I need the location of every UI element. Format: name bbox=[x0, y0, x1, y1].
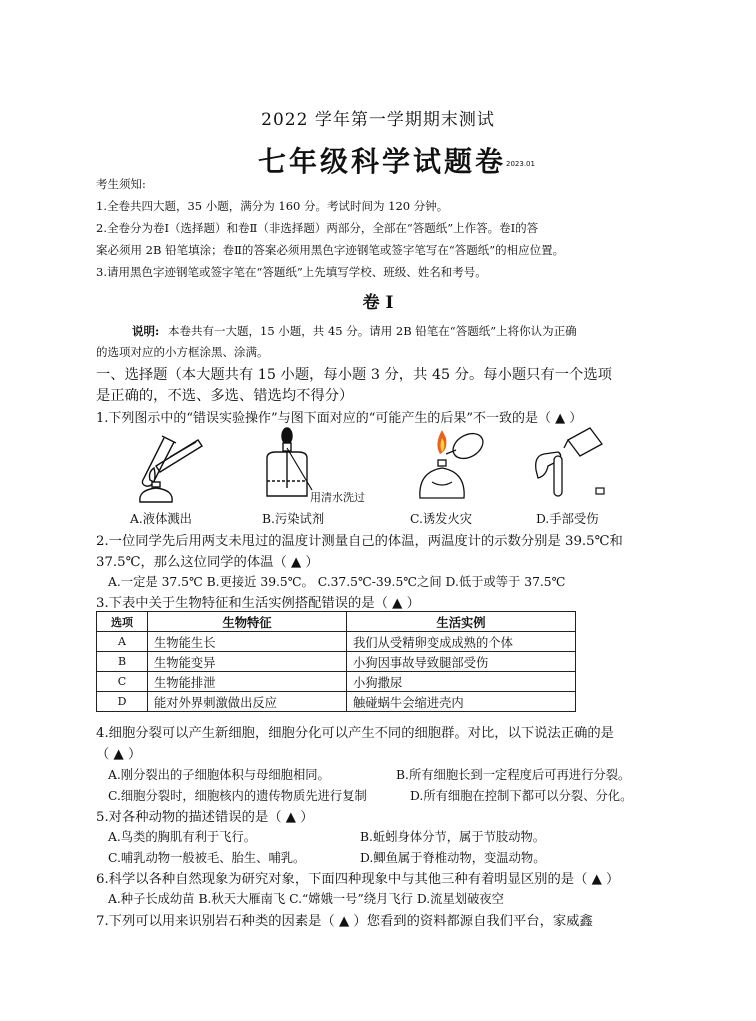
table-cell: 触碰蜗牛会缩进壳内 bbox=[347, 692, 576, 712]
q5-stem: 5.对各种动物的描述错误的是（ ▲ ） bbox=[96, 810, 314, 825]
q6-stem: 6.科学以各种自然现象为研究对象，下面四种现象中与其他三种有着明显区别的是（ ▲ ） bbox=[96, 872, 620, 887]
q4-option-c: C.细胞分裂时，细胞核内的遗传物质先进行复制 bbox=[108, 789, 367, 803]
alcohol-lamp-icon bbox=[420, 460, 464, 498]
test-tube-holder-icon bbox=[156, 440, 202, 472]
table-cell: 能对外界刺激做出反应 bbox=[148, 692, 347, 712]
figure-d-pouring bbox=[528, 426, 608, 506]
exam-subtitle: 七年级科学试题卷 bbox=[258, 145, 507, 178]
notice-item-2: 2.全卷分为卷Ⅰ（选择题）和卷Ⅱ（非选择题）两部分，全部在“答题纸”上作答。卷Ⅰ的答 bbox=[96, 221, 539, 235]
table-cell: B bbox=[97, 652, 148, 672]
figure-c-lamp bbox=[412, 424, 494, 506]
figure-a-heating bbox=[120, 432, 210, 504]
table-cell: 生物能排泄 bbox=[148, 672, 347, 692]
q5-option-a: A.鸟类的胸肌有利于飞行。 bbox=[108, 830, 257, 844]
q4-option-b: B.所有细胞长到一定程度后可再进行分裂。 bbox=[396, 768, 631, 782]
q1-option-d: D.手部受伤 bbox=[536, 512, 599, 526]
exam-date: 2023.01 bbox=[506, 160, 535, 168]
dropper-bottle-icon bbox=[267, 428, 307, 496]
q1-option-b: B.污染试剂 bbox=[262, 512, 325, 526]
q2-stem-line-1: 2.一位同学先后用两支未甩过的温度计测量自己的体温，两温度计的示数分别是 39.5℃和 bbox=[96, 534, 623, 549]
table-row bbox=[97, 632, 576, 652]
exam-title: 2022 学年第一学期期末测试 bbox=[261, 110, 495, 130]
table-cell: C bbox=[97, 672, 148, 692]
q5-option-c: C.哺乳动物一般被毛、胎生、哺乳。 bbox=[108, 851, 306, 865]
table-cell: 小狗因事故导致腿部受伤 bbox=[347, 652, 576, 672]
table-row bbox=[97, 672, 576, 692]
q4-option-d: D.所有细胞在控制下都可以分裂、分化。 bbox=[410, 789, 633, 803]
q4-option-a: A.刚分裂出的子细胞体积与母细胞相同。 bbox=[108, 768, 330, 782]
q2-options: A.一定是 37.5℃ B.更接近 39.5℃。 C.37.5℃-39.5℃之间 D.低于或等于 37.5℃ bbox=[108, 575, 566, 589]
q4-stem-line-1: 4.细胞分裂可以产生新细胞，细胞分化可以产生不同的细胞群。对比，以下说法正确的是 bbox=[96, 726, 614, 741]
q3-stem: 3.下表中关于生物特征和生活实例搭配错误的是（ ▲ ） bbox=[96, 596, 420, 611]
flame-icon bbox=[437, 430, 446, 454]
q5-option-b: B.蚯蚓身体分节，属于节肢动物。 bbox=[360, 830, 546, 844]
q5-option-d: D.鲫鱼属于脊椎动物，变温动物。 bbox=[360, 851, 546, 865]
section-heading-line-2: 是正确的，不选、多选、错选均不得分） bbox=[96, 388, 354, 404]
q2-stem-line-2: 37.5℃，那么这位同学的体温（ ▲ ） bbox=[96, 555, 319, 570]
table-header-row bbox=[97, 612, 576, 632]
test-tube-icon bbox=[554, 456, 562, 496]
reagent-bottle-icon bbox=[564, 428, 602, 456]
q1-stem: 1.下列图示中的“错误实验操作”与图下面对应的“可能产生的后果”不一致的是（ ▲ ） bbox=[96, 411, 583, 426]
notice-item-3: 3.请用黑色字迹钢笔或签字笔在“答题纸”上先填写学校、班级、姓名和考号。 bbox=[96, 265, 487, 279]
table-header-cell: 生物特征 bbox=[148, 612, 347, 632]
stopper-icon bbox=[596, 488, 604, 494]
table-header-cell: 选项 bbox=[97, 612, 148, 632]
instructions-line-1: 本卷共有一大题，15 小题，共 45 分。请用 2B 铅笔在“答题纸”上将你认为正确 bbox=[168, 324, 577, 338]
q6-options: A.种子长成幼苗 B.秋天大雁南飞 C.“嫦娥一号”绕月飞行 D.流星划破夜空 bbox=[108, 892, 504, 906]
volume-heading: 卷 Ⅰ bbox=[362, 293, 394, 313]
instructions-line-2: 的选项对应的小方框涂黑、涂满。 bbox=[96, 345, 269, 359]
table-cell: 小狗撒尿 bbox=[347, 672, 576, 692]
table-cell: A bbox=[97, 632, 148, 652]
q1-option-a: A.液体溅出 bbox=[130, 512, 192, 526]
table-cell: 生物能变异 bbox=[148, 652, 347, 672]
q4-stem-line-2: （ ▲ ） bbox=[96, 747, 142, 762]
tilted-alcohol-lamp-icon bbox=[446, 428, 487, 463]
table-cell: 我们从受精卵变成成熟的个体 bbox=[347, 632, 576, 652]
q3-table bbox=[96, 611, 576, 712]
table-row bbox=[97, 652, 576, 672]
notice-heading: 考生须知: bbox=[96, 177, 146, 191]
figure-b-caption: 用清水洗过 bbox=[310, 491, 365, 504]
notice-item-2-cont: 案必须用 2B 铅笔填涂；卷Ⅱ的答案必须用黑色字迹钢笔或签字笔写在“答题纸”的相应位置。 bbox=[96, 243, 565, 257]
q7-stem: 7.下列可以用来识别岩石种类的因素是（ ▲ ）您看到的资料都源自我们平台，家威鑫 bbox=[96, 914, 593, 929]
instructions-label: 说明: bbox=[132, 324, 160, 338]
table-cell: D bbox=[97, 692, 148, 712]
table-row bbox=[97, 692, 576, 712]
q1-option-c: C.诱发火灾 bbox=[410, 512, 473, 526]
table-cell: 生物能生长 bbox=[148, 632, 347, 652]
table-header-cell: 生活实例 bbox=[347, 612, 576, 632]
notice-item-1: 1.全卷共四大题，35 小题，满分为 160 分。考试时间为 120 分钟。 bbox=[96, 199, 449, 213]
section-heading-line-1: 一、选择题（本大题共有 15 小题，每小题 3 分，共 45 分。每小题只有一个选项 bbox=[96, 367, 612, 383]
